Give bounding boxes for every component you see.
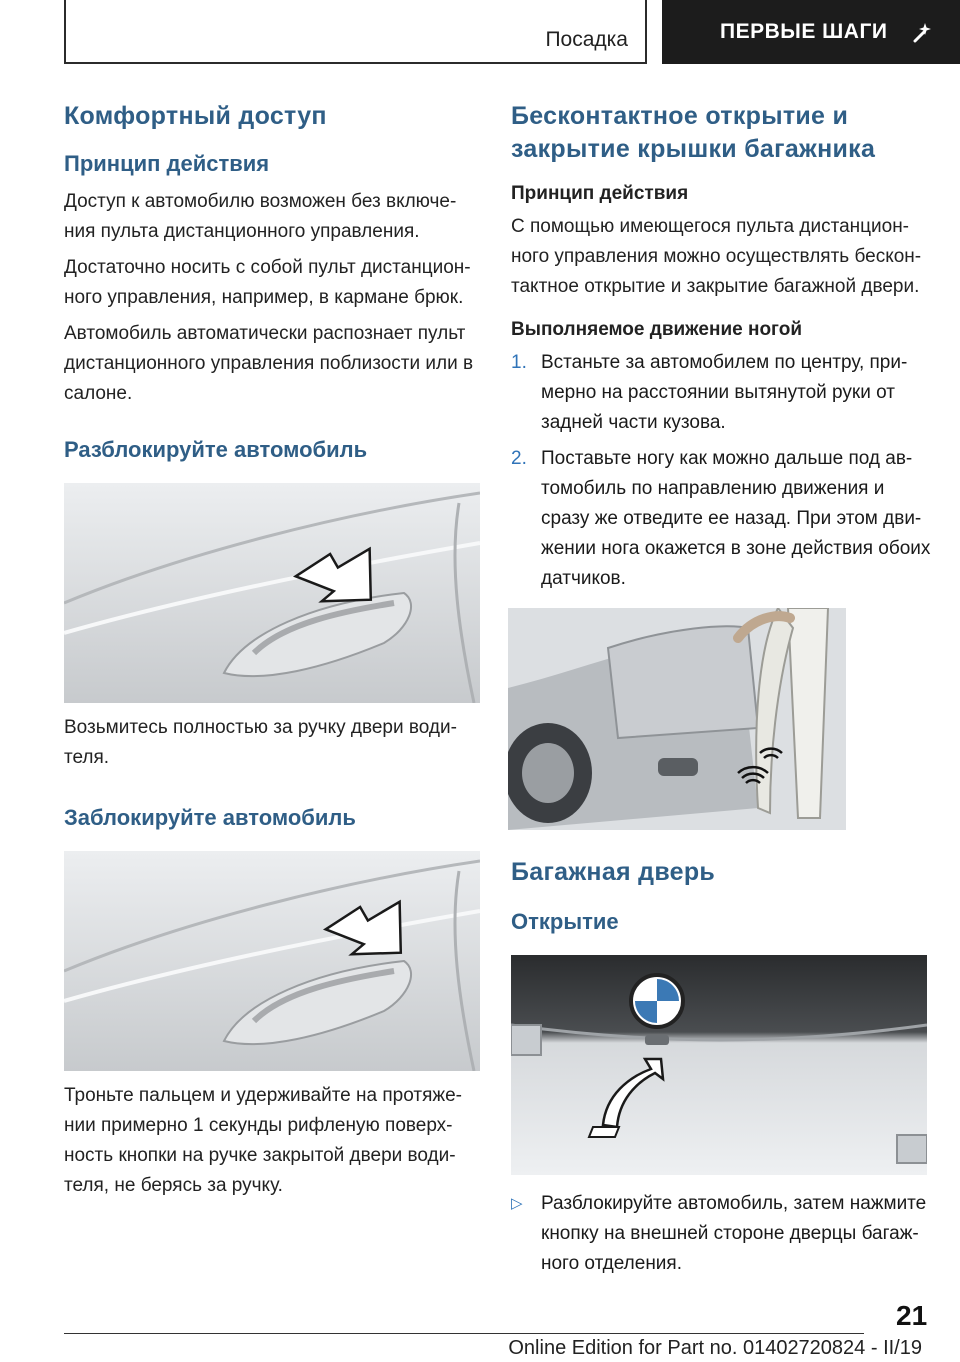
unlock-heading: Разблокируйте автомобиль xyxy=(64,437,368,462)
header-chapter-tab xyxy=(662,0,960,64)
left-column xyxy=(64,100,484,1201)
step-item xyxy=(511,444,931,594)
tailgate-title: Багажная дверь xyxy=(511,858,716,886)
chapter-label: ПЕРВЫЕ ШАГИ xyxy=(720,20,888,43)
tailgate-button-illustration xyxy=(511,955,927,1175)
unlock-instruction: Возьмитесь полностью за ручку двери води-теля. xyxy=(64,717,457,768)
foot-motion-steps xyxy=(511,348,931,594)
step-number: 1. xyxy=(511,352,527,373)
hands-free-principle-text: С помощью имеющегося пульта дистанцион-ного управления можно осуществлять бескон-тактное открытие и закрытие багажной двери. xyxy=(511,216,922,297)
step-text: Поставьте ногу как можно дальше под ав-томобиль по направлению движения и сразу же отведите ее назад. При этом дви-жении нога окажется в зоне действия обоих датчиков. xyxy=(541,448,931,589)
header-section-title: Посадка xyxy=(545,28,628,51)
footer-divider xyxy=(64,1333,864,1334)
page-number: 21 xyxy=(896,1300,928,1331)
foot-motion-heading: Выполняемое движение ногой xyxy=(511,319,803,340)
step-text: Встаньте за автомобилем по центру, при-мерно на расстоянии вытянутой руки от задней части кузова. xyxy=(541,352,908,433)
opening-heading: Открытие xyxy=(511,909,619,934)
principle-heading-left: Принцип действия xyxy=(64,151,270,176)
principle-paragraph-2: Достаточно носить с собой пульт дистанцион-ного управления, например, в кармане брюк. xyxy=(64,257,471,308)
step-number: 2. xyxy=(511,448,527,469)
door-handle-unlock-illustration xyxy=(64,483,480,703)
hands-free-tailgate-title: Бесконтактное открытие и закрытие крышки багажника xyxy=(511,102,876,163)
principle-paragraph-1: Доступ к автомобилю возможен без включе-ния пульта дистанционного управления. xyxy=(64,191,457,242)
sparkle-icon xyxy=(911,21,933,43)
lock-instruction: Троньте пальцем и удерживайте на протяже-нии примерно 1 секунды рифленую поверх-ность кнопки на ручке закрытой двери води-теля, не берясь за ручку. xyxy=(64,1085,462,1196)
bullet-text: Разблокируйте автомобиль, затем нажмите кнопку на внешней стороне дверцы багаж-ного отделения. xyxy=(541,1193,927,1274)
step-item xyxy=(511,348,931,438)
principle-heading-right: Принцип действия xyxy=(511,183,689,204)
comfort-access-title: Комфортный доступ xyxy=(64,102,327,130)
lock-heading: Заблокируйте автомобиль xyxy=(64,805,356,830)
principle-paragraph-3: Автомобиль автоматически распознает пульт дистанционного управления поблизости или в салоне. xyxy=(64,323,474,404)
door-handle-lock-illustration xyxy=(64,851,480,1071)
tailgate-open-instruction xyxy=(511,1189,931,1279)
footer-edition: Online Edition for Part no. 01402720824 - II/19 xyxy=(508,1337,922,1359)
bullet-triangle-icon: ▷ xyxy=(511,1195,523,1212)
foot-gesture-illustration xyxy=(508,608,846,830)
right-column xyxy=(511,100,931,1279)
